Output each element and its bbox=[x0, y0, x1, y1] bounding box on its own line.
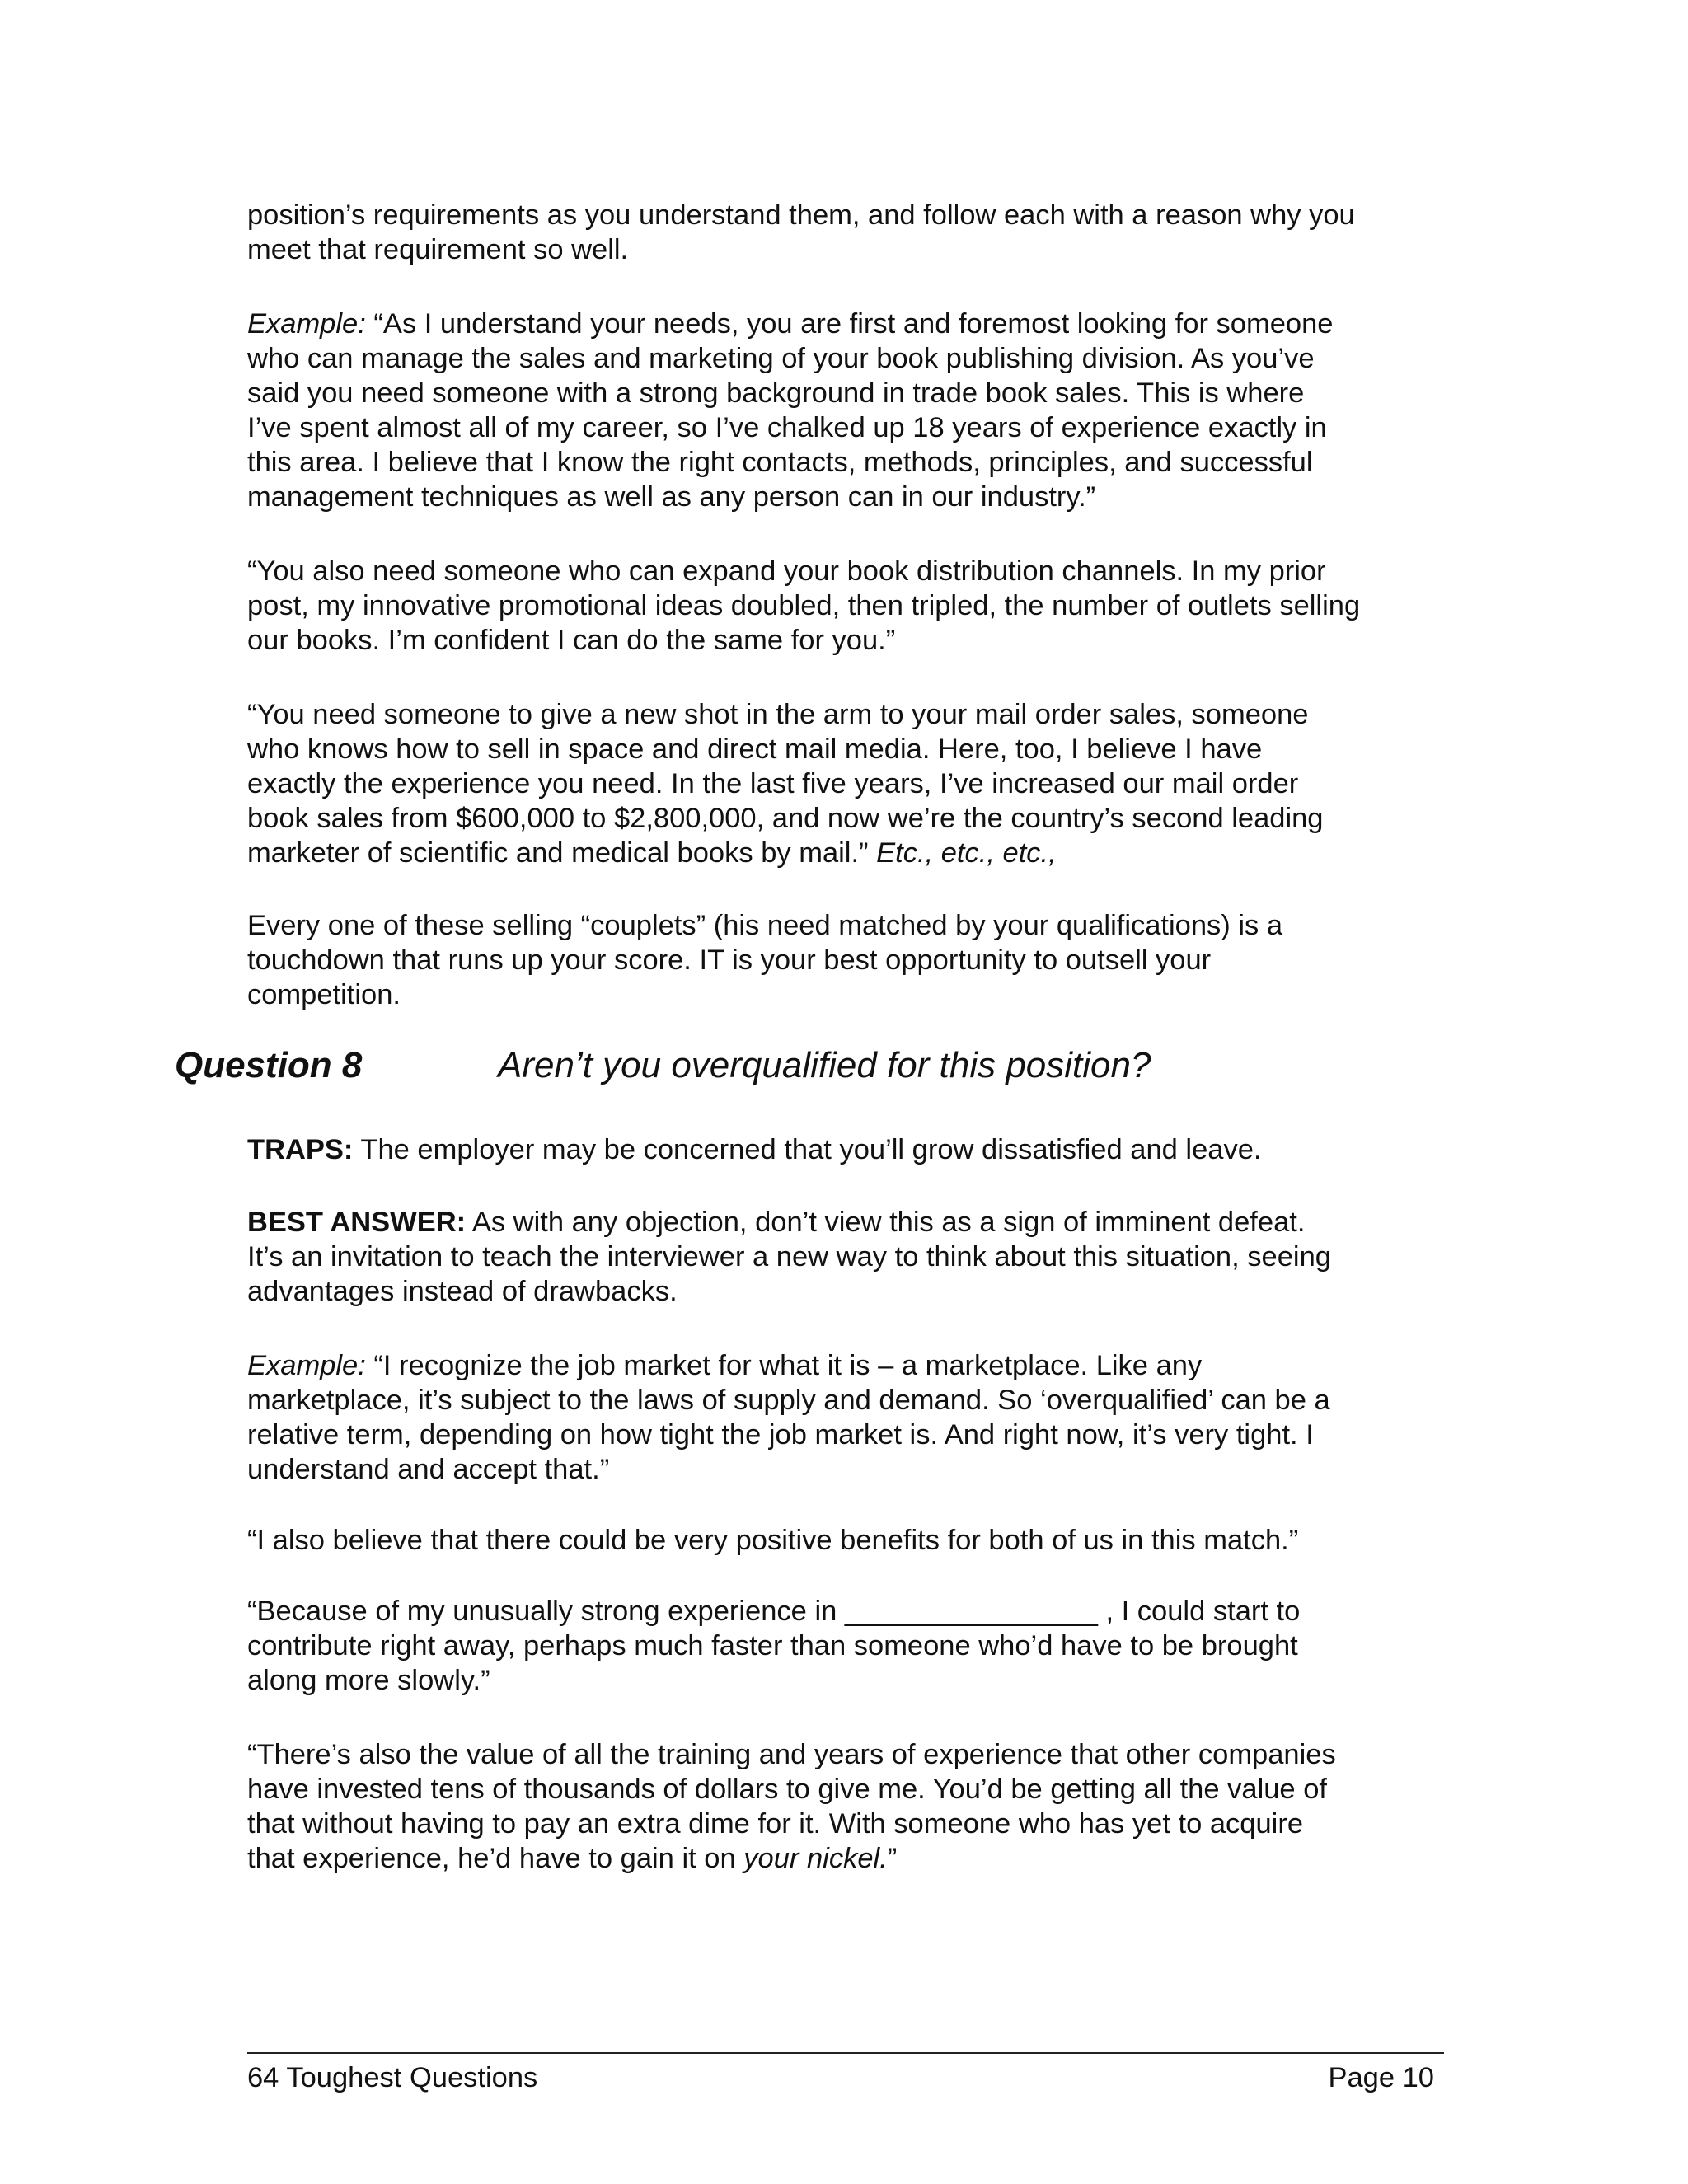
footer-page-number: Page 10 bbox=[1328, 2062, 1434, 2093]
traps-text: The employer may be concerned that you’ll grow dissatisfied and leave. bbox=[353, 1134, 1262, 1165]
paragraph-text: “You also need someone who can expand your book distribution channels. In my prior post, my innovative promotional ideas doubled, then tripled, the number of outlets selling our books. I’m confident I can do the same for you.” bbox=[247, 555, 1361, 656]
paragraph-distribution bbox=[247, 554, 1442, 658]
example-text: “I recognize the job market for what it is – a marketplace. Like any marketplace, it’s subject to the laws of supply and demand. So ‘overqualified’ can be a relative term, depending on how tight the job market is. And right now, it’s very tight. I understand and accept that.” bbox=[247, 1350, 1330, 1485]
paragraph-example-sales bbox=[247, 307, 1442, 514]
footer-divider bbox=[247, 2052, 1444, 2054]
example-label: Example: bbox=[247, 308, 366, 340]
your-nickel-italic-text: your nickel. bbox=[743, 1843, 888, 1874]
paragraph-mail-order bbox=[247, 697, 1442, 870]
paragraph-couplets bbox=[247, 908, 1442, 1012]
paragraph-text: “There’s also the value of all the training and years of experience that other companies have invested tens of thousands of dollars to give me. You’d be getting all the value of that without having to pay an extra dime for it. With someone who has yet to acquire that experience, he’d have to gain it on bbox=[247, 1739, 1336, 1874]
example-label: Example: bbox=[247, 1350, 366, 1381]
paragraph-text: “I also believe that there could be very positive benefits for both of us in this match.” bbox=[247, 1525, 1299, 1556]
paragraph-traps bbox=[247, 1132, 1442, 1167]
question-heading bbox=[175, 1045, 1493, 1094]
example-text: “As I understand your needs, you are first and foremost looking for someone who can manage the sales and marketing of your book publishing division. As you’ve said you need someone with a strong background in trade book sales. This is where I’ve spent almost all of my career, so I’ve chalked up 18 years of experience exactly in this area. I believe that I know the right contacts, methods, principles, and successful management techniques as well as any person can in our industry.” bbox=[247, 308, 1334, 513]
closing-quote: ” bbox=[887, 1843, 898, 1874]
paragraph-requirements bbox=[247, 198, 1442, 267]
paragraph-best-answer bbox=[247, 1205, 1442, 1309]
paragraph-example-market bbox=[247, 1348, 1442, 1487]
paragraph-training-value bbox=[247, 1737, 1442, 1876]
paragraph-text: Every one of these selling “couplets” (his need matched by your qualifications) is a touchdown that runs up your score. IT is your best opportunity to outsell your competition. bbox=[247, 910, 1283, 1010]
best-answer-text: As with any objection, don’t view this as a sign of imminent defeat. It’s an invitation to teach the interviewer a new way to think about this situation, seeing advantages instead of drawbacks. bbox=[247, 1207, 1331, 1307]
paragraph-benefits bbox=[247, 1523, 1442, 1558]
best-answer-label: BEST ANSWER: bbox=[247, 1207, 467, 1238]
traps-label: TRAPS: bbox=[247, 1134, 354, 1165]
paragraph-text: “Because of my unusually strong experience in ________________ , I could start to contribute right away, perhaps much faster than someone who’d have to be brought along more slowly.” bbox=[247, 1596, 1301, 1696]
question-number: Question 8 bbox=[175, 1045, 363, 1085]
footer-title: 64 Toughest Questions bbox=[247, 2062, 538, 2093]
paragraph-text: position’s requirements as you understand them, and follow each with a reason why you meet that requirement so well. bbox=[247, 199, 1355, 265]
paragraph-text: “You need someone to give a new shot in the arm to your mail order sales, someone who knows how to sell in space and direct mail media. Here, too, I believe I have exactly the experience you need. In the last five years, I’ve increased our mail order book sales from $600,000 to $2,800,000, and now we’re the country’s second leading marketer of scientific and medical books by mail.” bbox=[247, 699, 1324, 869]
paragraph-strong-experience bbox=[247, 1594, 1442, 1698]
question-text: Aren’t you overqualified for this position? bbox=[498, 1045, 1151, 1085]
etc-italic-text: Etc., etc., etc., bbox=[876, 837, 1057, 869]
